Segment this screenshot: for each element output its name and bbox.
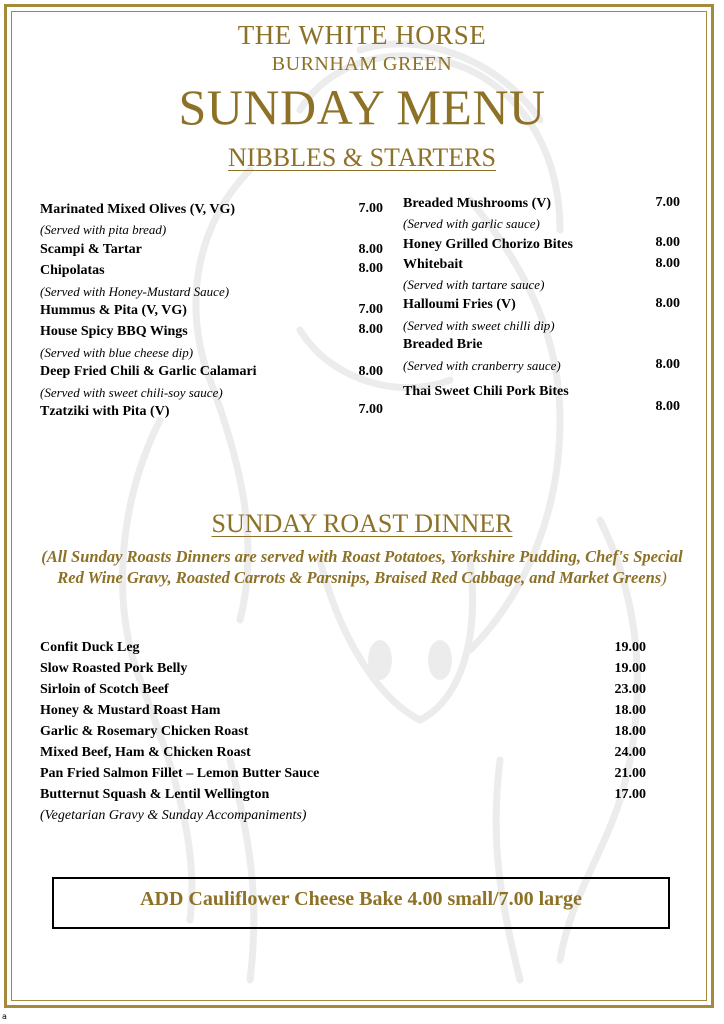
starter-item-name: Hummus & Pita (V, VG) xyxy=(40,303,187,318)
starter-item-name: Deep Fried Chili & Garlic Calamari xyxy=(40,364,257,379)
starter-item-note: (Served with Honey-Mustard Sauce) xyxy=(40,284,230,299)
roast-item-price: 17.00 xyxy=(614,787,646,802)
starter-item-price: 8.00 xyxy=(655,296,680,311)
starter-item-name: Marinated Mixed Olives (V, VG) xyxy=(40,202,236,217)
starter-item-name: Whitebait xyxy=(403,257,463,272)
roast-item-price: 18.00 xyxy=(614,703,646,718)
venue-location: BURNHAM GREEN xyxy=(271,53,453,75)
starter-item-note: (Served with sweet chili-soy sauce) xyxy=(40,385,223,400)
roast-item-name: Slow Roasted Pork Belly xyxy=(40,661,188,676)
starter-item-name: Honey Grilled Chorizo Bites xyxy=(403,237,573,252)
starter-item-note: (Served with garlic sauce) xyxy=(403,216,540,231)
roast-footnote: (Vegetarian Gravy & Sunday Accompaniments) xyxy=(40,808,307,823)
roast-item-price: 19.00 xyxy=(614,640,646,655)
starter-item-price: 7.00 xyxy=(358,302,383,317)
roast-item-price: 24.00 xyxy=(614,745,646,760)
roast-item-name: Pan Fried Salmon Fillet – Lemon Butter Sauce xyxy=(40,766,320,781)
menu-title: SUNDAY MENU xyxy=(178,79,546,135)
addon-text: ADD Cauliflower Cheese Bake 4.00 small/7.00 large xyxy=(140,888,582,910)
starter-item-name: Breaded Mushrooms (V) xyxy=(403,196,552,211)
starter-item-price: 8.00 xyxy=(358,242,383,257)
roast-note-close: ) xyxy=(661,568,667,587)
starter-item-name: Breaded Brie xyxy=(403,337,483,352)
starter-item-price: 8.00 xyxy=(655,399,680,414)
starter-item-price: 8.00 xyxy=(358,261,383,276)
roast-heading: SUNDAY ROAST DINNER xyxy=(211,509,513,538)
starter-item-name: Halloumi Fries (V) xyxy=(403,297,516,312)
roast-item-name: Butternut Squash & Lentil Wellington xyxy=(40,787,270,802)
venue-name: THE WHITE HORSE xyxy=(237,20,487,50)
roast-item-name: Garlic & Rosemary Chicken Roast xyxy=(40,724,249,739)
roast-item-price: 23.00 xyxy=(614,682,646,697)
roast-item-name: Confit Duck Leg xyxy=(40,640,140,655)
starter-item-name: Thai Sweet Chili Pork Bites xyxy=(403,384,569,399)
starters-heading: NIBBLES & STARTERS xyxy=(228,143,496,172)
roast-item-name: Mixed Beef, Ham & Chicken Roast xyxy=(40,745,251,760)
starter-item-name: House Spicy BBQ Wings xyxy=(40,324,188,339)
corner-mark: a xyxy=(2,1012,7,1021)
starter-item-price: 7.00 xyxy=(358,402,383,417)
starter-item-note: (Served with blue cheese dip) xyxy=(40,345,194,360)
roast-item-name: Honey & Mustard Roast Ham xyxy=(40,703,221,718)
starter-item-price: 8.00 xyxy=(358,364,383,379)
starter-item-price: 8.00 xyxy=(655,256,680,271)
starter-item-price: 7.00 xyxy=(358,201,383,216)
starter-item-price: 8.00 xyxy=(655,357,680,372)
addon-box xyxy=(52,877,670,929)
starter-item-price: 7.00 xyxy=(655,195,680,210)
starter-item-name: Chipolatas xyxy=(40,263,105,278)
roast-item-price: 19.00 xyxy=(614,661,646,676)
starter-item-name: Tzatziki with Pita (V) xyxy=(40,404,170,419)
roast-item-price: 21.00 xyxy=(614,766,646,781)
starter-item-price: 8.00 xyxy=(358,322,383,337)
starter-item-note: (Served with tartare sauce) xyxy=(403,277,545,292)
roast-item-name: Sirloin of Scotch Beef xyxy=(40,682,169,697)
roast-item-price: 18.00 xyxy=(614,724,646,739)
roast-accompaniments-note xyxy=(30,546,694,588)
starter-item-name: Scampi & Tartar xyxy=(40,242,142,257)
starter-item-note: (Served with sweet chilli dip) xyxy=(403,318,555,333)
starter-item-price: 8.00 xyxy=(655,235,680,250)
starter-item-note: (Served with cranberry sauce) xyxy=(403,358,561,373)
roast-note-text: (All Sunday Roasts Dinners are served with Roast Potatoes, Yorkshire Pudding, Chef's Special Red Wine Gravy, Roasted Carrots & Parsnips, Braised Red Cabbage, and Market Greens xyxy=(41,547,683,587)
starter-item-note: (Served with pita bread) xyxy=(40,222,167,237)
